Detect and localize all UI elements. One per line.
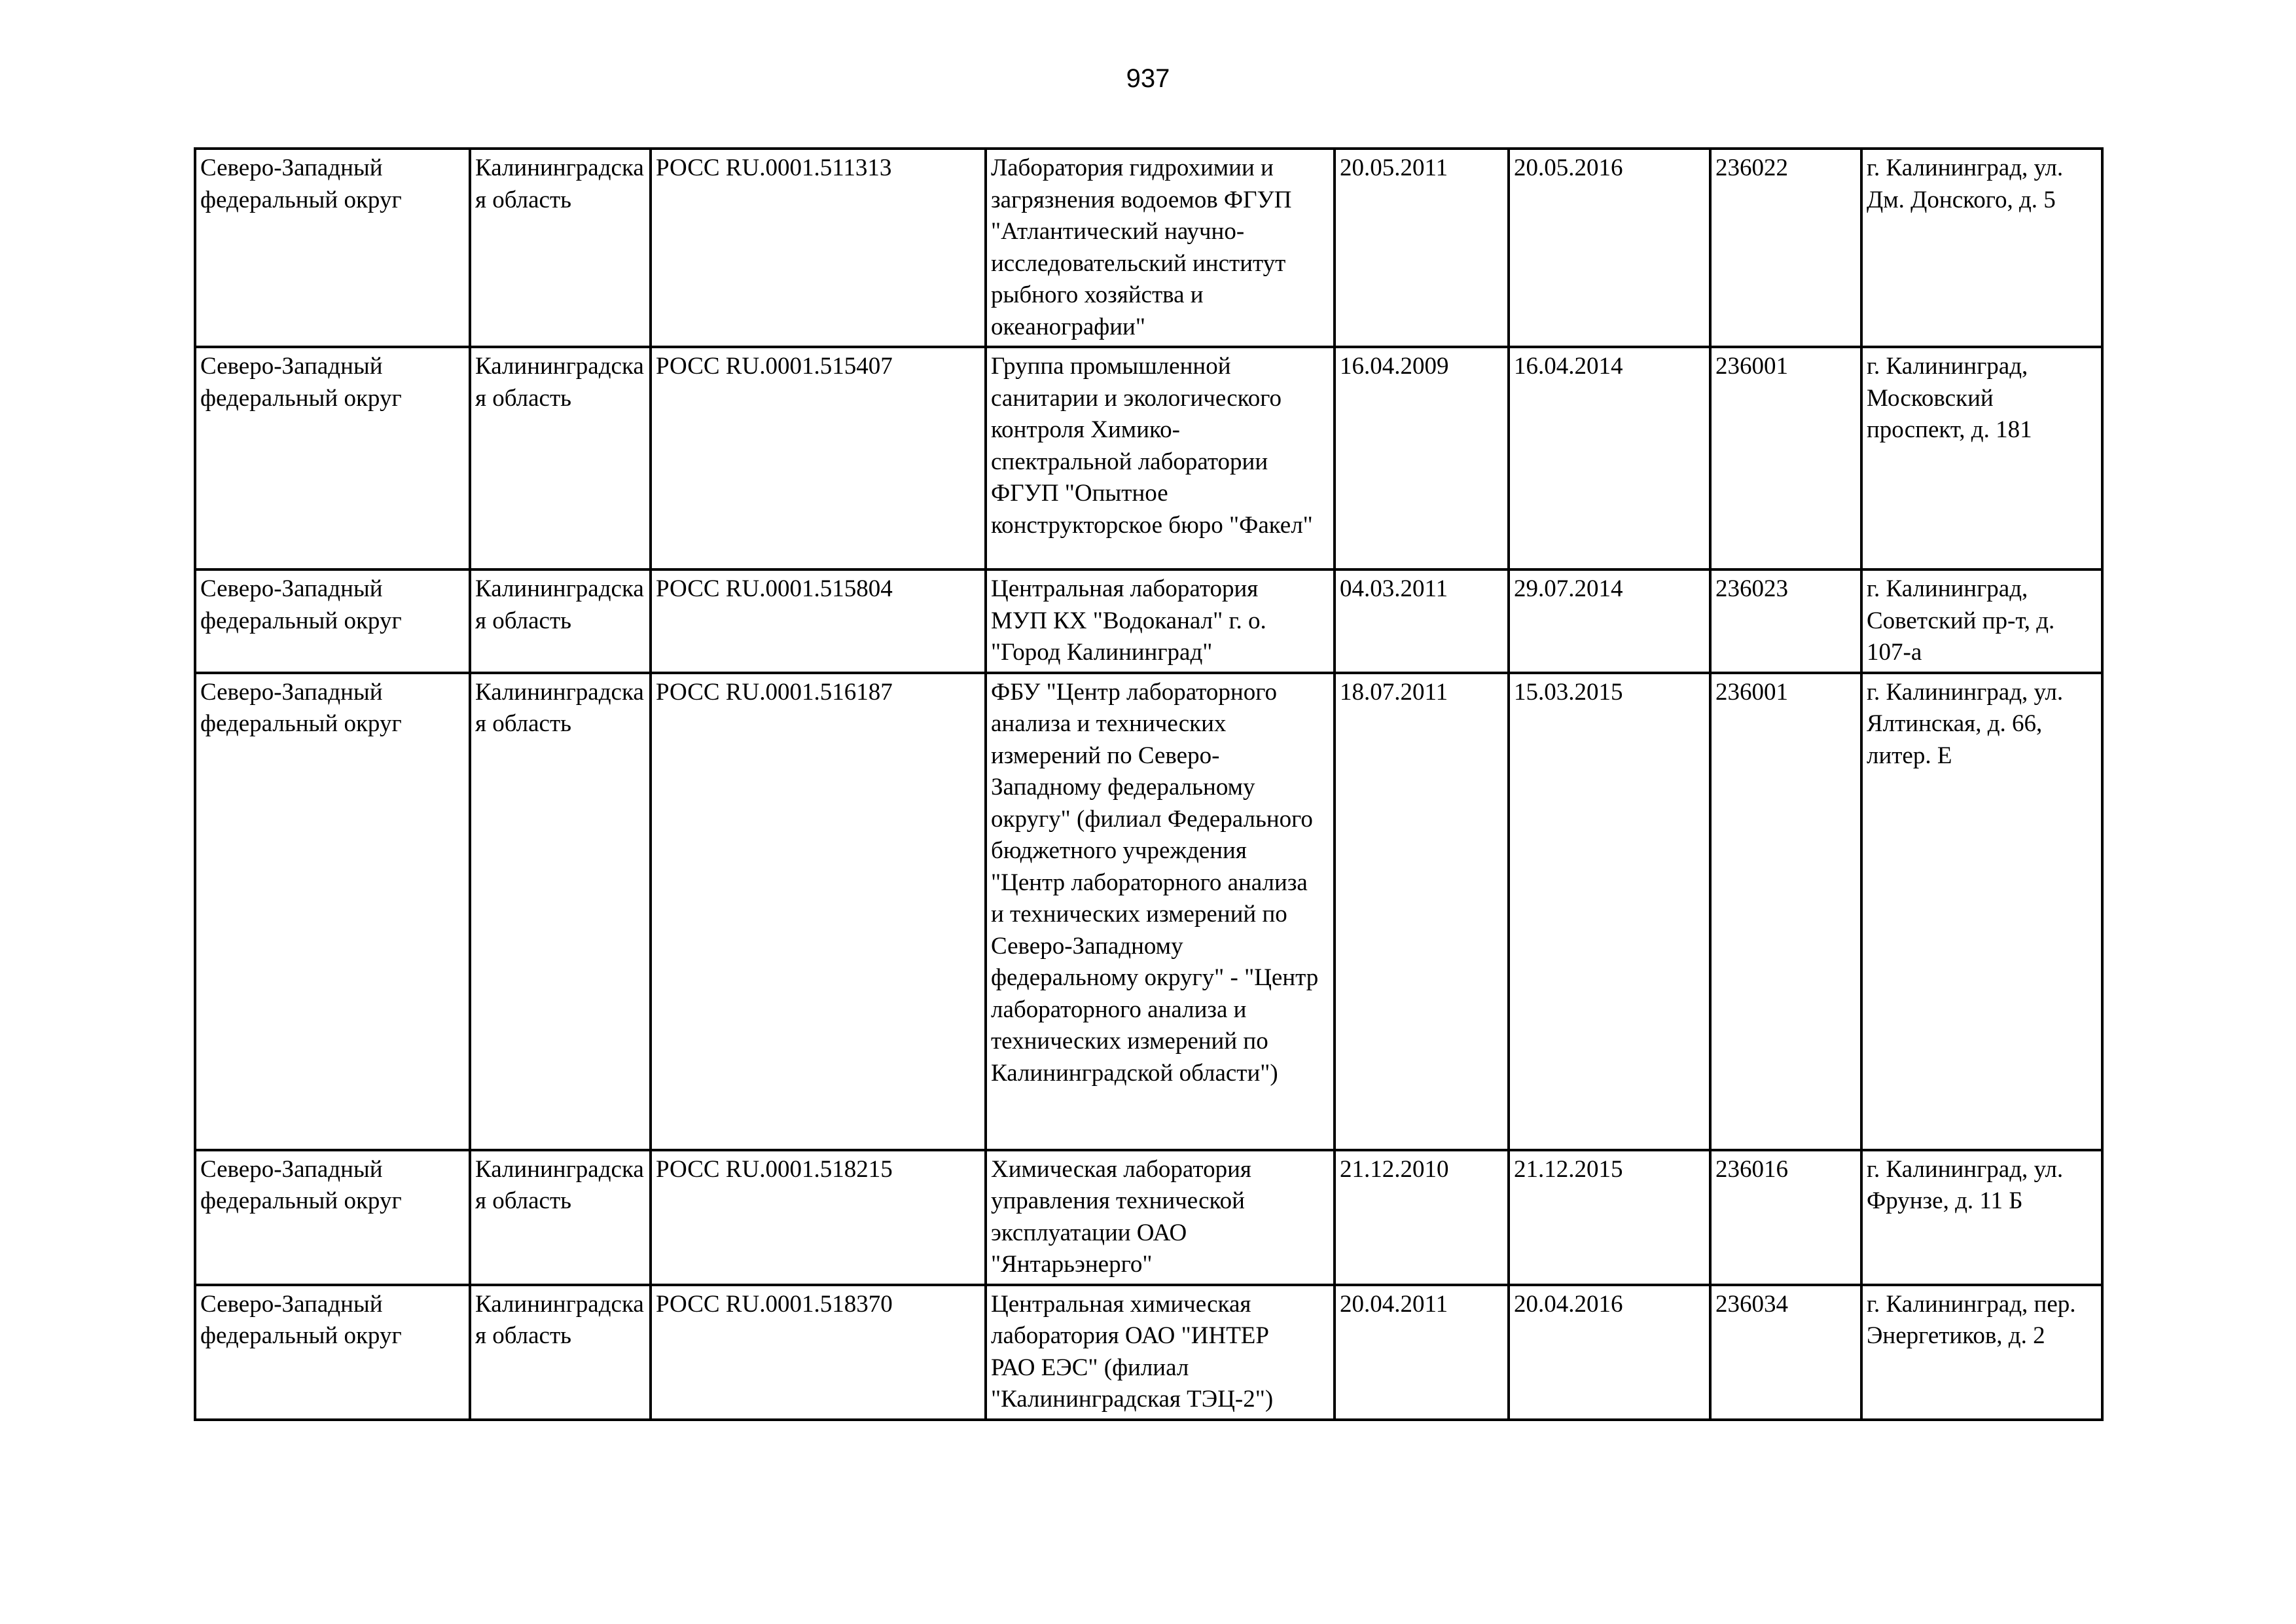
table-row (195, 569, 2102, 673)
issue-date-cell: 18.07.2011 (1335, 673, 1509, 1150)
table-row (195, 1150, 2102, 1285)
address-cell: г. Калининград, ул. Дм. Донского, д. 5 (1861, 149, 2102, 347)
expiry-date-cell: 20.05.2016 (1509, 149, 1710, 347)
expiry-date-cell: 15.03.2015 (1509, 673, 1710, 1150)
postal-code-cell: 236016 (1710, 1150, 1861, 1285)
table-row (195, 673, 2102, 1150)
expiry-date-cell: 16.04.2014 (1509, 347, 1710, 569)
laboratory-registry-table (194, 147, 2104, 1421)
region-cell: Калининградска я область (470, 149, 651, 347)
postal-code-cell: 236034 (1710, 1285, 1861, 1420)
laboratory-name-cell: Лаборатория гидрохимии и загрязнения водоемов ФГУП "Атлантический научно- исследовательский институт рыбного хозяйства и океанографии" (986, 149, 1335, 347)
table-row (195, 1285, 2102, 1420)
region-cell: Калининградска я область (470, 347, 651, 569)
certificate-number-cell: РОСС RU.0001.515407 (651, 347, 986, 569)
laboratory-name-cell: Центральная химическая лаборатория ОАО "ИНТЕР РАО ЕЭС" (филиал "Калининградская ТЭЦ-2") (986, 1285, 1335, 1420)
certificate-number-cell: РОСС RU.0001.518215 (651, 1150, 986, 1285)
district-cell: Северо-Западный федеральный округ (195, 149, 470, 347)
page-number: 937 (1126, 64, 1170, 93)
region-cell: Калининградска я область (470, 1150, 651, 1285)
address-cell: г. Калининград, Московский проспект, д. 181 (1861, 347, 2102, 569)
district-cell: Северо-Западный федеральный округ (195, 569, 470, 673)
region-cell: Калининградска я область (470, 569, 651, 673)
district-cell: Северо-Западный федеральный округ (195, 1150, 470, 1285)
issue-date-cell: 04.03.2011 (1335, 569, 1509, 673)
address-cell: г. Калининград, пер. Энергетиков, д. 2 (1861, 1285, 2102, 1420)
district-cell: Северо-Западный федеральный округ (195, 1285, 470, 1420)
laboratory-name-cell: Группа промышленной санитарии и экологического контроля Химико- спектральной лаборатории ФГУП "Опытное конструкторское бюро "Факел" (986, 347, 1335, 569)
issue-date-cell: 16.04.2009 (1335, 347, 1509, 569)
district-cell: Северо-Западный федеральный округ (195, 673, 470, 1150)
region-cell: Калининградска я область (470, 1285, 651, 1420)
certificate-number-cell: РОСС RU.0001.516187 (651, 673, 986, 1150)
issue-date-cell: 20.05.2011 (1335, 149, 1509, 347)
address-cell: г. Калининград, Советский пр-т, д. 107-а (1861, 569, 2102, 673)
expiry-date-cell: 20.04.2016 (1509, 1285, 1710, 1420)
postal-code-cell: 236001 (1710, 347, 1861, 569)
certificate-number-cell: РОСС RU.0001.518370 (651, 1285, 986, 1420)
issue-date-cell: 20.04.2011 (1335, 1285, 1509, 1420)
address-cell: г. Калининград, ул. Ялтинская, д. 66, литер. Е (1861, 673, 2102, 1150)
postal-code-cell: 236023 (1710, 569, 1861, 673)
laboratory-name-cell: Центральная лаборатория МУП КХ "Водоканал" г. о. "Город Калининград" (986, 569, 1335, 673)
postal-code-cell: 236022 (1710, 149, 1861, 347)
certificate-number-cell: РОСС RU.0001.515804 (651, 569, 986, 673)
region-cell: Калининградска я область (470, 673, 651, 1150)
table-row (195, 149, 2102, 347)
expiry-date-cell: 29.07.2014 (1509, 569, 1710, 673)
district-cell: Северо-Западный федеральный округ (195, 347, 470, 569)
postal-code-cell: 236001 (1710, 673, 1861, 1150)
issue-date-cell: 21.12.2010 (1335, 1150, 1509, 1285)
address-cell: г. Калининград, ул. Фрунзе, д. 11 Б (1861, 1150, 2102, 1285)
laboratory-name-cell: Химическая лаборатория управления технической эксплуатации ОАО "Янтарьэнерго" (986, 1150, 1335, 1285)
table-row (195, 347, 2102, 569)
laboratory-name-cell: ФБУ "Центр лабораторного анализа и технических измерений по Северо- Западному федеральному округу" (филиал Федерального бюджетного учреждения "Центр лабораторного анализа и технических измерений по Северо-Западному федеральному округу" - "Центр лабораторного анализа и технических измерений по Калининградской области") (986, 673, 1335, 1150)
expiry-date-cell: 21.12.2015 (1509, 1150, 1710, 1285)
certificate-number-cell: РОСС RU.0001.511313 (651, 149, 986, 347)
